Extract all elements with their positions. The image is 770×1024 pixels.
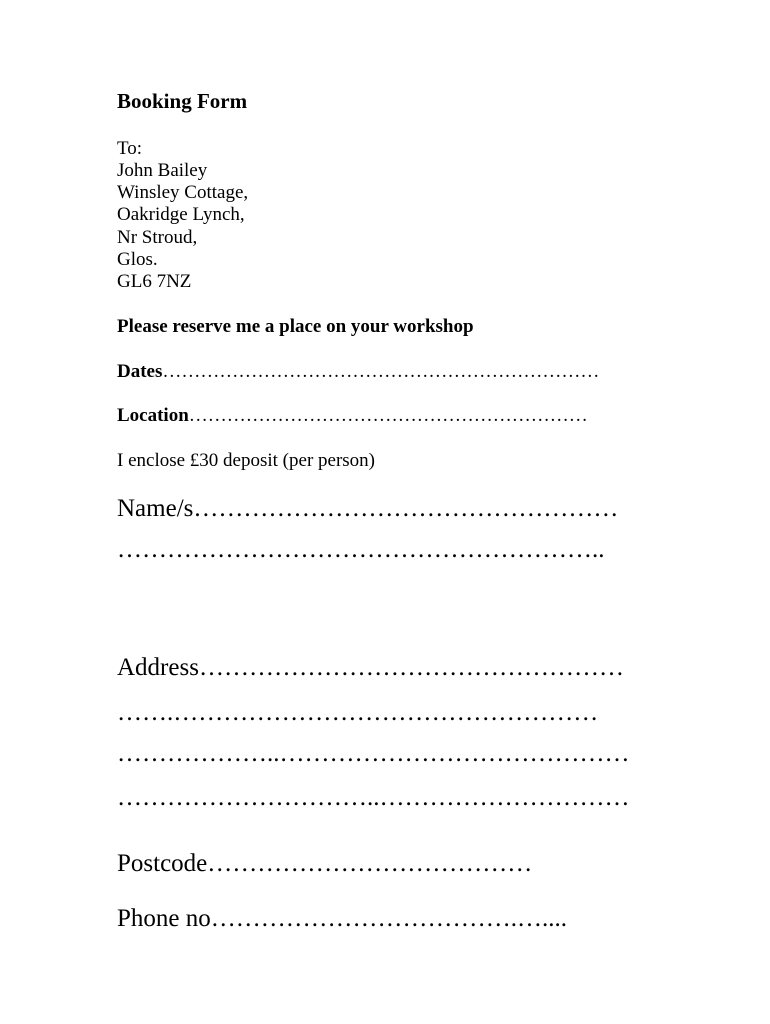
recipient-name: John Bailey <box>117 160 208 181</box>
dates-label: Dates <box>117 361 163 382</box>
address-label: Address <box>117 654 199 681</box>
names-field[interactable] <box>117 496 618 521</box>
location-dots: ……………………………………………………… <box>188 405 588 426</box>
address-field-line4[interactable]: …………………………..………………………… <box>117 784 630 811</box>
postcode-dots: ………………………………… <box>207 850 533 877</box>
deposit-statement: I enclose £30 deposit (per person) <box>117 450 376 471</box>
recipient-address-line3: Nr Stroud, <box>117 227 198 248</box>
address-field-line2[interactable]: …….…………………………………………… <box>117 699 599 726</box>
location-label: Location <box>117 405 189 426</box>
phone-label: Phone no <box>117 905 211 932</box>
address-field[interactable] <box>117 655 624 680</box>
names-dots: …………………………………………… <box>193 495 619 522</box>
recipient-address-line1: Winsley Cottage, <box>117 182 249 203</box>
postcode-field[interactable] <box>117 851 532 876</box>
postcode-label: Postcode <box>117 850 208 877</box>
reserve-heading: Please reserve me a place on your workshop <box>117 316 474 337</box>
dates-field[interactable] <box>117 362 599 381</box>
page-title: Booking Form <box>117 89 248 113</box>
dates-dots: …………………………………………………………… <box>162 361 600 382</box>
names-field-line2[interactable]: ………………………………………………….. <box>117 536 605 563</box>
recipient-address-line2: Oakridge Lynch, <box>117 204 245 225</box>
recipient-postcode: GL6 7NZ <box>117 271 192 292</box>
address-field-line3[interactable]: ………………..…………………………………… <box>117 740 630 767</box>
phone-field[interactable] <box>117 906 567 931</box>
address-dots: …………………………………………… <box>198 654 624 681</box>
names-label: Name/s <box>117 495 194 522</box>
recipient-address-line4: Glos. <box>117 249 158 270</box>
phone-dots: ……………………………….….... <box>210 905 567 932</box>
location-field[interactable] <box>117 406 588 425</box>
to-label: To: <box>117 138 143 159</box>
